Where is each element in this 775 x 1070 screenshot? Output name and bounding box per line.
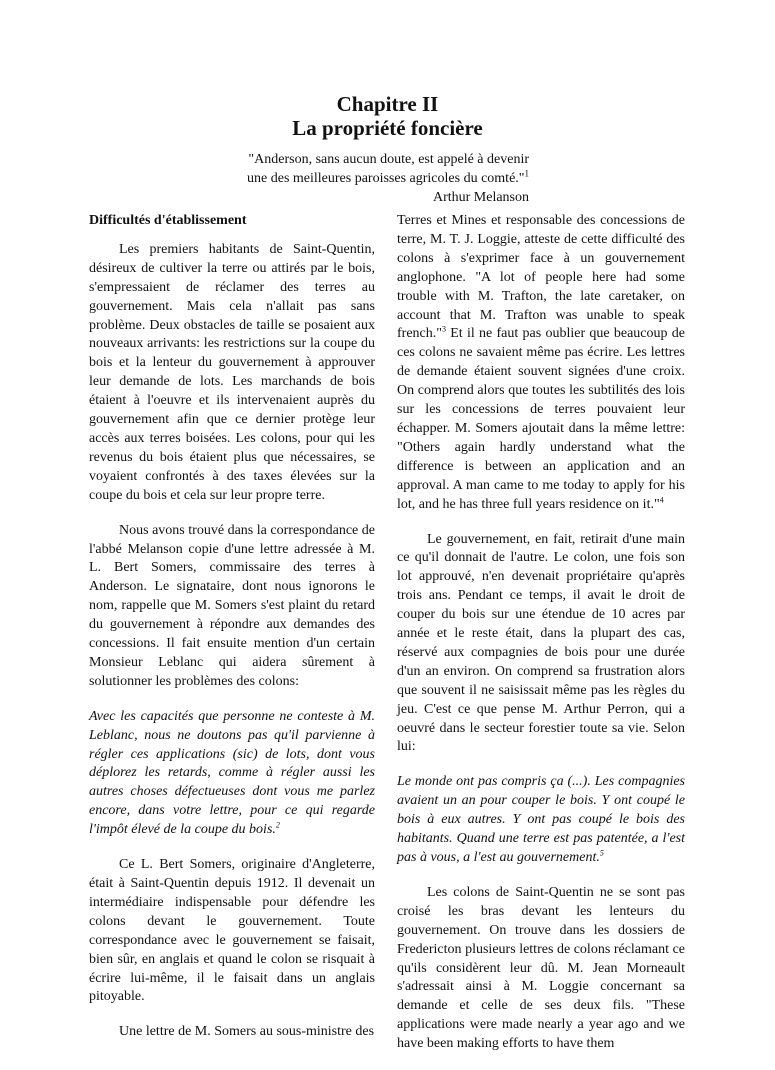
footnote-ref: 5 [599,848,604,858]
footnote-ref: 1 [524,168,529,179]
block-quote: Le monde ont pas compris ça (...). Les compagnies avaient un an pour couper le bois. Y ont coupé le bois à eux autres. Y ont pas coupé le bois des habitants. Quand une terre est pas patentée, a l'est pas à vous, a l'est au gouvernement.$^5$ [397,774,685,865]
left-column [89,212,375,1058]
paragraph: Le gouvernement, en fait, retirait d'une main ce qu'il donnait de l'autre. Le colon, une fois son lot approuvé, n'en devenait propriétaire qu'après trois ans. Pendant ce temps, il avait le droit de couper du bois sur une étendue de 10 acres par année et le reste était, dans la plupart des cas, réservé aux compagnies de bois pour une durée d'un an environ. On comprend sa frustration alors que souvent il ne saisissait même pas les règles du jeu. C'est ce que pense M. Arthur Perron, qui a oeuvré dans le secteur forestier toute sa vie. Selon lui: [397,531,685,755]
epigraph-author: Arthur Melanson [432,190,529,205]
block-quote: Avec les capacités que personne ne conteste à M. Leblanc, nous ne doutons pas qu'il parvienne à régler ces applications (sic) de lots, dont vous déplorez les retards, comme à régler aussi les autres choses défectueuses dont vous me parlez encore, dans votre lettre, pour ce qui regarde l'impôt élevé de la coupe du bois.$^2$ [89,708,375,838]
paragraph: Les premiers habitants de Saint-Quentin, désireux de cultiver la terre ou attirés par le bois, s'empressaient de réclamer des terres au gouvernement. Mais cela n'allait pas sans problème. Deux obstacles de taille se posaient aux nouveaux arrivants: les restrictions sur la coupe du bois et la lenteur du gouvernement à approuver leur demande de lots. Les marchands de bois étaient à l'oeuvre et ils intervenaient auprès du gouvernement afin que ce dernier protège leur accès aux terres boisées. Les colons, pour qui les revenus du bois étaient plus que nécessaires, se voyaient confrontés à des taxes élevées sur la coupe du bois et cela sur leur propre terre. [89,241,375,503]
chapter-title: La propriété foncière [292,116,483,140]
paragraph: Terres et Mines et responsable des concessions de terre, M. T. J. Loggie, atteste de cette difficulté des colons à s'exprimer face à un gouvernement anglophone. "A lot of people here had some trouble with M. Trafton, the late caretaker, on account that M. Trafton was unable to speak french."$^3$ Et il ne faut pas oublier que beaucoup de ces colons ne savaient même pas écrire. Les lettres de demande étaient souvent signées d'une croix. On comprend alors que toutes les subtilités des lois sur les concessions de terres pouvaient leur échapper. M. Somers ajoutait dans la même lettre: "Others again hardly understand what the difference is between an application and an approval. A man came to me today to apply for his lot, and he has three full years residence on it."$^4$ [397,213,685,512]
right-column [397,212,685,1070]
footnote-ref: 2 [275,820,280,830]
epigraph-line-1: "Anderson, sans aucun doute, est appelé à devenir [248,152,529,167]
section-subtitle: Difficultés d'établissement [89,213,247,228]
chapter-number: Chapitre II [336,92,439,116]
paragraph: Les colons de Saint-Quentin ne se sont pas croisé les bras devant les lenteurs du gouvernement. On trouve dans les dossiers de Fredericton plusieurs lettres de colons réclamant ce qu'ils considèrent leur dû. M. Jean Morneault s'adressait ainsi à M. Loggie concernant sa demande et celle de ses deux fils. "These applications were made nearly a year ago and we have been making efforts to have them [397,884,685,1052]
epigraph-line-2: une des meilleures paroisses agricoles du comté."$^1$ [247,168,529,186]
footnote-ref: 4 [659,494,664,504]
paragraph: Une lettre de M. Somers au sous-ministre des [119,1024,375,1040]
paragraph: Ce L. Bert Somers, originaire d'Angleterre, était à Saint-Quentin depuis 1912. Il devenait un intermédiaire indispensable pour défendre les colons devant le gouvernement. Toute correspondance avec le gouvernement se faisait, bien sûr, en anglais et quand le colon se risquait à écrire lui-même, il le faisait dans un anglais pitoyable. [89,857,375,1005]
epigraph [209,150,529,207]
footnote-ref: 3 [441,324,446,334]
paragraph: Nous avons trouvé dans la correspondance de l'abbé Melanson copie d'une lettre adressée à M. L. Bert Somers, commissaire des terres à Anderson. Le signataire, dont nous ignorons le nom, rappelle que M. Somers s'est plaint du retard du gouvernement à répondre aux demandes des concessions. Il fait ensuite mention d'un certain Monsieur Leblanc qui aidera sûrement à solutionner les problèmes des colons: [89,522,375,689]
